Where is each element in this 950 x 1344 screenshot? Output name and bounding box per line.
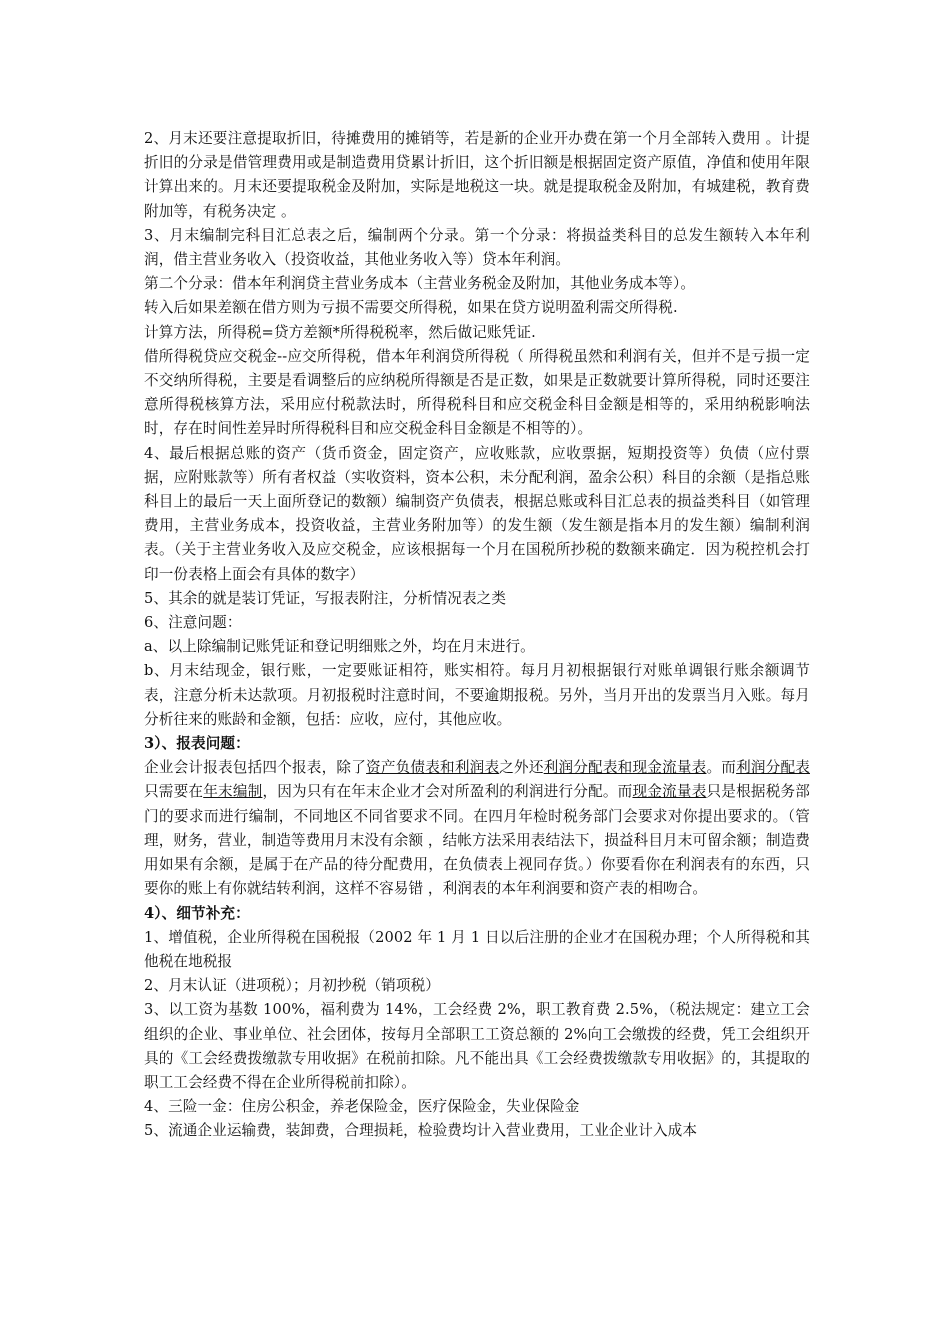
reports-underline-5: 现金流量表 (632, 783, 707, 801)
paragraph-detail-5: 5、流通企业运输费，装卸费，合理损耗，检验费均计入营业费用，工业企业计入成本 (144, 1122, 698, 1140)
reports-underline-1: 资产负债表和利润表 (366, 759, 500, 777)
paragraph-item-5: 5、其余的就是装订凭证，写报表附注，分析情况表之类 (144, 589, 507, 607)
paragraph-item-4: 4、最后根据总账的资产（货币资金，固定资产，应收账款，应收票据，短期投资等）负债（应付票据，应附账款等）所有者权益（实收资料，资本公积，未分配利润，盈余公积）科目的余额（是指总账科目上的最后一天上面所登记的数额）编制资产负债表，根据总账或科目汇总表的损益类科目（如管理费用，主营业务成本，投资收益，主营业务附加等）的发生额（发生额是指本月的发生额）编制利润表。（关于主营业务收入及应交税金，应该根据每一个月在国税所抄税的数额来确定．因为税控机会打印一份表格上面会有具体的数字） (144, 444, 810, 583)
document-body (144, 127, 810, 1144)
reports-underline-4: 年末编制 (203, 783, 263, 801)
reports-underline-3: 利润分配表 (736, 759, 810, 777)
paragraph-note-a: a、以上除编制记账凭证和登记明细账之外，均在月末进行。 (144, 638, 535, 656)
reports-text-6: 只是根据税务部门的要求而进行编制，不同地区不同省要求不同。在四月年检时税务部门会要求对你提出要求的。（管理，财务，营业，制造等费用月末没有余额 ，结帐方法采用表结法下，损益科目月末可留余额；制造费用如果有余额，是属于在产品的待分配费用，在负债表上视同存货。）你要看你在利润表有的东西，只要你的账上有你就结转利润，这样不容易错 ，利润表的本年利润要和资产表的相吻合。 (144, 783, 811, 898)
reports-underline-2: 利润分配表和现金流量表 (543, 759, 707, 777)
reports-text-2: 之外还 (499, 759, 544, 777)
paragraph-income-tax: 借所得税贷应交税金--应交所得税，借本年利润贷所得税（ 所得税虽然和利润有关，但并不是亏损一定不交纳所得税，主要是看调整后的应纳税所得额是否是正数，如果是正数就要计算所得税，同时还要注意所得税核算方法，采用应付税款法时，所得税科目和应交税金科目金额是相等的，采用纳税影响法时，存在时间性差异时所得税科目和应交税金科目金额是不相等的）。 (144, 347, 810, 438)
reports-text-4: 只需要在 (144, 783, 204, 801)
reports-text-5: ，因为只有在年末企业才会对所盈利的利润进行分配。而 (262, 783, 633, 801)
section-heading-reports: 3）、报表问题： (144, 735, 250, 753)
section-heading-details: 4）、细节补充： (144, 904, 250, 922)
paragraph-difference: 转入后如果差额在借方则为亏损不需要交所得税，如果在贷方说明盈利需交所得税. (144, 299, 678, 317)
paragraph-item-6: 6、注意问题： (144, 614, 242, 632)
paragraph-detail-2: 2、月末认证（进项税）；月初抄税（销项税） (144, 977, 440, 995)
paragraph-reports (144, 756, 810, 901)
paragraph-calculation: 计算方法，所得税=贷方差额*所得税税率，然后做记账凭证. (144, 323, 536, 341)
reports-text-3: 。而 (706, 759, 737, 777)
paragraph-item-3: 3、月末编制完科目汇总表之后，编制两个分录。第一个分录：将损益类科目的总发生额转入本年利润，借主营业务收入（投资收益，其他业务收入等）贷本年利润。 (144, 226, 810, 269)
paragraph-second-entry: 第二个分录：借本年利润贷主营业务成本（主营业务税金及附加，其他业务成本等）。 (144, 275, 696, 293)
paragraph-detail-1: 1、增值税，企业所得税在国税报（2002 年 1 月 1 日以后注册的企业才在国税办理；个人所得税和其他税在地税报 (144, 928, 810, 970)
paragraph-detail-3: 3、以工资为基数 100%，福利费为 14%，工会经费 2%，职工教育费 2.5%，（税法规定：建立工会组织的企业、事业单位、社会团体，按每月全部职工工资总额的 2%向工会缴拨的经费，凭工会组织开具的《工会经费拨缴款专用收据》在税前扣除。凡不能出具《工会经费拨缴款专用收据》的，其提取的职工工会经费不得在企业所得税前扣除）。 (144, 1001, 810, 1091)
reports-text-1: 企业会计报表包括四个报表，除了 (144, 759, 367, 777)
paragraph-detail-4: 4、三险一金：住房公积金，养老保险金，医疗保险金，失业保险金 (144, 1098, 580, 1116)
paragraph-note-b: b、月末结现金，银行账，一定要账证相符，账实相符。每月月初根据银行对账单调银行账余额调节表，注意分析未达款项。月初报税时注意时间，不要逾期报税。另外，当月开出的发票当月入账。每月分析往来的账龄和金额，包括：应收，应付，其他应收。 (144, 662, 810, 728)
paragraph-item-2: 2、月末还要注意提取折旧，待摊费用的摊销等，若是新的企业开办费在第一个月全部转入费用 。计提折旧的分录是借管理费用或是制造费用贷累计折旧，这个折旧额是根据固定资产原值，净值和使用年限计算出来的。月末还要提取税金及附加，实际是地税这一块。就是提取税金及附加，有城建税，教育费附加等，有税务决定 。 (144, 130, 810, 220)
